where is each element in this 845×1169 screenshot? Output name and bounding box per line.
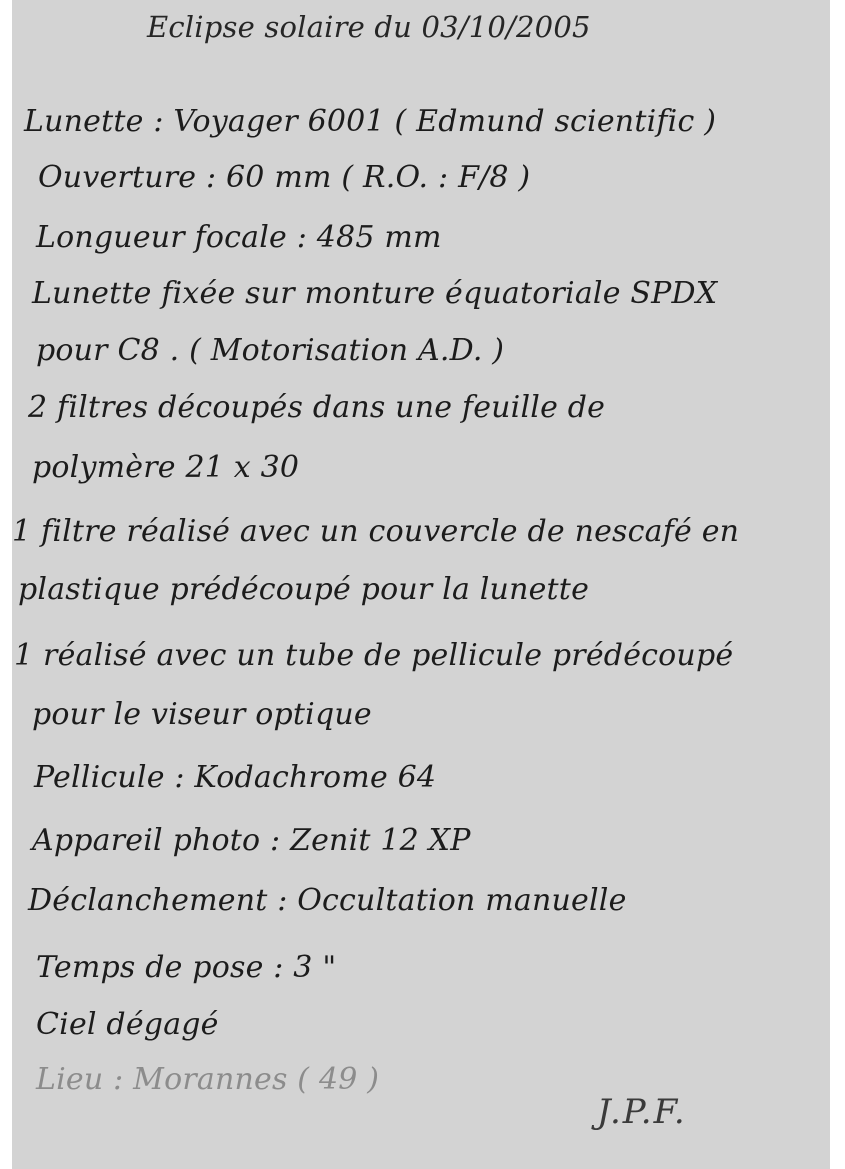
note-line-mount: Lunette fixée sur monture équatoriale SPDX [32, 276, 718, 311]
note-line-filter-lid: 1 filtre réalisé avec un couvercle de nescafé en [12, 514, 740, 549]
signature: J.P.F. [597, 1092, 687, 1132]
note-line-filter-tube: 1 réalisé avec un tube de pellicule prédécoupé [14, 638, 734, 673]
note-line-exposure: Temps de pose : 3 " [36, 950, 337, 985]
note-line-location: Lieu : Morannes ( 49 ) [36, 1062, 380, 1097]
note-line-sky: Ciel dégagé [36, 1007, 219, 1042]
note-line-film: Pellicule : Kodachrome 64 [34, 760, 437, 795]
note-title: Eclipse solaire du 03/10/2005 [147, 10, 591, 44]
note-line-filter-lid-cont: plastique prédécoupé pour la lunette [18, 572, 590, 607]
note-line-filter-tube-cont: pour le viseur optique [32, 697, 372, 732]
note-line-filters: 2 filtres découpés dans une feuille de [28, 390, 606, 425]
note-line-camera: Appareil photo : Zenit 12 XP [32, 823, 471, 858]
handwritten-note-sheet [12, 0, 830, 1169]
note-line-filters-cont: polymère 21 x 30 [32, 450, 300, 485]
note-line-mount-cont: pour C8 . ( Motorisation A.D. ) [36, 333, 505, 368]
note-line-aperture: Ouverture : 60 mm ( R.O. : F/8 ) [38, 160, 531, 195]
note-line-shutter: Déclanchement : Occultation manuelle [28, 883, 627, 918]
note-line-telescope: Lunette : Voyager 6001 ( Edmund scientific ) [24, 104, 717, 139]
note-line-focal: Longueur focale : 485 mm [36, 220, 442, 255]
